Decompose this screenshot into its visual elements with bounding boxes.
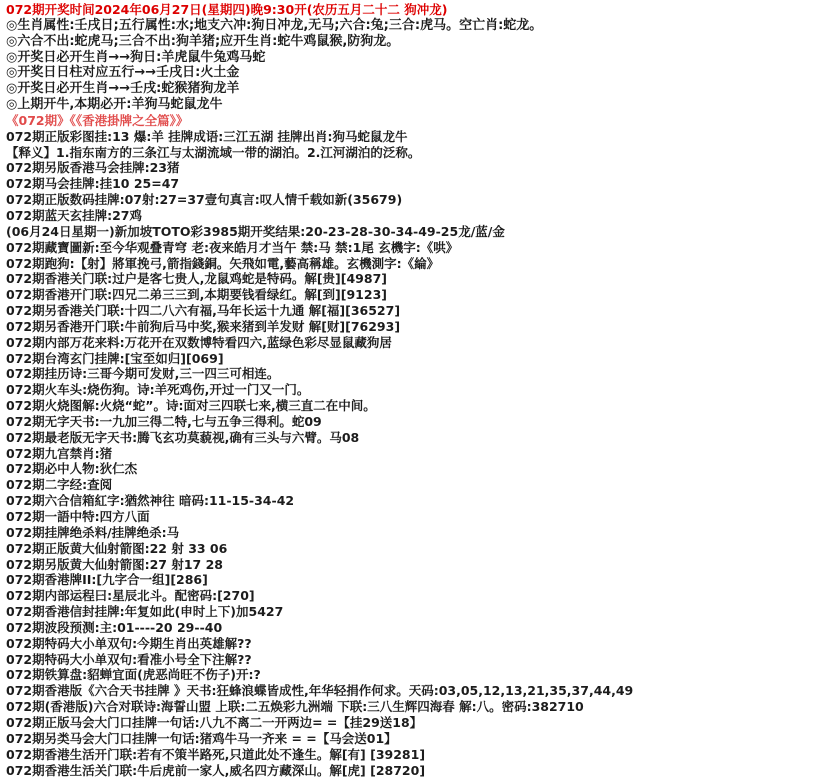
info-line: 072期另香港关门联:十四二八六有福,马年长运十九通 解[福][36527] xyxy=(6,303,401,319)
info-line: 072期挂历诗:三哥今期可发财,三一四三可相连。 xyxy=(6,366,280,382)
info-line: 072期香港信封挂牌:年复如此(申时上下)加5427 xyxy=(6,604,284,620)
info-line: 072期波段预测:主:01----20 29--40 xyxy=(6,619,223,635)
info-line: 072期最老版无字天书:腾飞玄功莫藐视,确有三头与六臂。马08 xyxy=(6,429,360,445)
info-line: 072期六合信箱紅字:猶然神往 暗码:11-15-34-42 xyxy=(6,493,295,509)
info-line: 072期铁算盘:貂蝉宜面(虎恶尚旺不伤子)开:? xyxy=(6,667,261,683)
info-line: 072期藏寶圖新:至今华观叠青穹 老:夜来皓月才当午 禁:马 禁:1尾 玄機字:《哄》 xyxy=(6,239,459,255)
info-line: 072期香港生活开门联:若有不策半路死,只道此处不逢生。解[有] [39281] xyxy=(6,746,426,762)
info-line: 072期正版黄大仙射箭图:22 射 33 06 xyxy=(6,540,228,556)
info-line: 072期火烧图解:火烧“蛇”。诗:面对三四联七来,横三直二在中间。 xyxy=(6,398,376,414)
color-chart-line: 072期正版彩图挂:13 爆:羊 挂牌成语:三江五湖 挂牌出肖:狗马蛇鼠龙牛 xyxy=(6,128,408,144)
liuhe-exclusions-line: ◎六合不出:蛇虎马;三合不出:狗羊猪;应开生肖:蛇牛鸡鼠猴,防狗龙。 xyxy=(6,33,400,49)
info-line: 072期蓝天玄挂牌:27鸡 xyxy=(6,207,142,223)
info-line: 072期另版香港马会挂牌:23猪 xyxy=(6,160,180,176)
info-line: 072期正版数码挂牌:07射:27=37壹句真言:叹人情千载如新(35679) xyxy=(6,192,403,208)
info-line: 072期一語中特:四方八面 xyxy=(6,509,150,524)
info-line: 072期挂牌绝杀料/挂牌绝杀:马 xyxy=(6,524,180,540)
info-line: 072期特码大小单双句:看准小号全下注解?? xyxy=(6,651,252,667)
info-line: 072期必中人物:狄仁杰 xyxy=(6,461,138,477)
last-period-line: ◎上期开牛,本期必开:羊狗马蛇鼠龙牛 xyxy=(6,97,223,113)
must-open-zodiac-line-1: ◎开奖日必开生肖→→狗日:羊虎鼠牛兔鸡马蛇 xyxy=(6,49,266,65)
info-line: 072期内部运程曰:星辰北斗。配密码:[270] xyxy=(6,588,255,604)
info-line: 072期内部万花来料:万花开在双数博特看四六,蓝绿色彩尽显鼠藏狗居 xyxy=(6,334,392,350)
info-line: 072期另类马会大门口挂牌一句话:猪鸡牛马一齐来 = =【马会送01】 xyxy=(6,730,397,746)
info-line: 072期火车头:烧伤狗。诗:羊死鸡伤,开过一门又一门。 xyxy=(6,382,310,398)
info-line: 072期九宫禁肖:猪 xyxy=(6,445,113,461)
info-line: 072期马会挂牌:挂10 25=47 xyxy=(6,176,180,192)
info-line: 072期香港关门联:过户是客七贵人,龙鼠鸡蛇是特码。解[贵][4987] xyxy=(6,271,387,287)
must-open-zodiac-line-2: ◎开奖日必开生肖→→壬戌:蛇猴猪狗龙羊 xyxy=(6,81,240,97)
section-title: 《072期》《《香港掛牌之全篇》》 xyxy=(6,112,189,128)
five-elements-line: ◎开奖日日柱对应五行→→壬戌日:火土金 xyxy=(6,65,240,81)
info-line: 072期香港版《六合天书挂牌 》天书:狂蜂浪蝶皆成性,年华轻捐作何求。天码:03,05,12,13,21,35,37,44,49 xyxy=(6,683,634,699)
info-line: 072期正版马会大门口挂牌一句话:八九不离二一开两边= =【挂29送18】 xyxy=(6,714,423,730)
interpretation-line: 【释义】1.指东南方的三条江与太湖流域一带的湖泊。2.江河湖泊的泛称。 xyxy=(6,144,421,160)
zodiac-attributes-line: ◎生肖属性:壬戌日;五行属性:水;地支六冲:狗日冲龙,无马;六合:兔;三合:虎马。空亡肖:蛇龙。 xyxy=(6,17,543,33)
info-line: 072期另版黄大仙射箭图:27 射17 28 xyxy=(6,556,223,572)
info-line: 072期香港牌II:[九字合一组][286] xyxy=(6,572,208,588)
info-line: 072期特码大小单双句:今期生肖出英雄解?? xyxy=(6,635,252,651)
info-line: 072期台湾玄门挂牌:[宝至如归][069] xyxy=(6,350,224,366)
info-line: 072期跑狗:【射】將軍挽弓,箭指錢銅。矢飛如電,藝高稱雄。玄機測字:《綸》 xyxy=(6,255,440,271)
draw-time-header: 072期开奖时间2024年06月27日(星期四)晚9:30开(农历五月二十二 狗冲龙) xyxy=(6,2,448,17)
info-line: 072期(香港版)六合对联诗:海誓山盟 上联:二五焕彩九洲端 下联:三八生辉四海春 解:八。密码:382710 xyxy=(6,699,584,715)
info-line: 072期无字天书:一九加三得二特,七与五争三得利。蛇09 xyxy=(6,413,322,429)
toto-results-line: (06月24日星期一)新加坡TOTO彩3985期开奖结果:20-23-28-30-34-49-25龙/蓝/金 xyxy=(6,223,505,239)
info-line: 072期另香港开门联:牛前狗后马中奖,猴来猪到羊发财 解[财][76293] xyxy=(6,318,401,334)
info-line: 072期二字经:查阅 xyxy=(6,477,113,493)
info-line: 072期香港开门联:四兄二弟三三到,本期要钱看绿红。解[到][9123] xyxy=(6,287,387,303)
info-line: 072期香港生活关门联:牛后虎前一家人,威名四方藏深山。解[虎] [28720] xyxy=(6,762,426,778)
